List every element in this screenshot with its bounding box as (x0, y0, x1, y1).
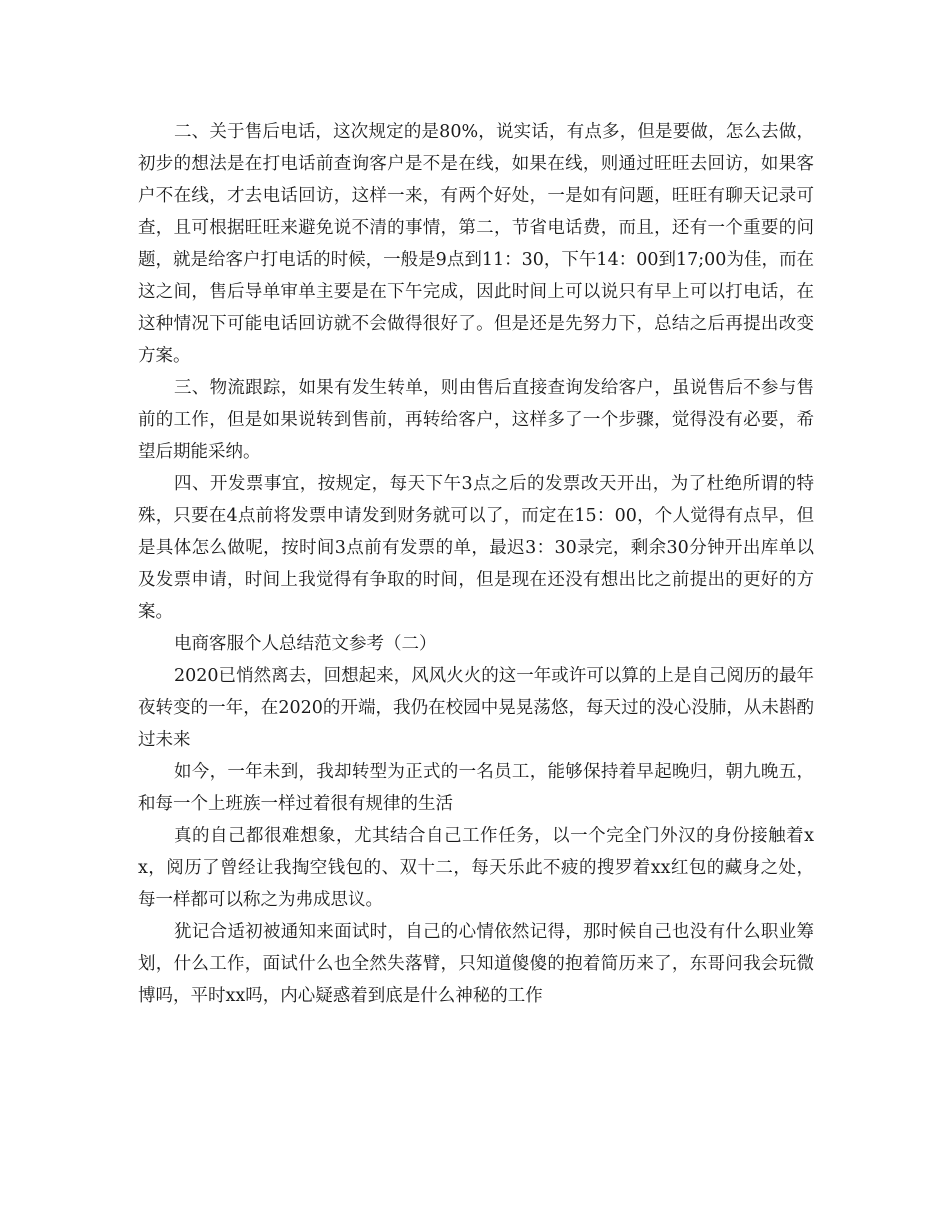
paragraph-after-sales-calls: 二、关于售后电话，这次规定的是80%，说实话，有点多，但是要做，怎么去做，初步的想法是在打电话前查询客户是不是在线，如果在线，则通过旺旺去回访，如果客户不在线，才去电话回访，这样一来，有两个好处，一是如有问题，旺旺有聊天记录可查，且可根据旺旺来避免说不清的事情，第二，节省电话费，而且，还有一个重要的问题，就是给客户打电话的时候，一般是9点到11：30，下午14：00到17;00为佳，而在这之间，售后导单审单主要是在下午完成，因此时间上可以说只有早上可以打电话，在这种情况下可能电话回访就不会做得很好了。但是还是先努力下，总结之后再提出改变方案。 (138, 122, 814, 366)
paragraph-work-experience: 真的自己都很难想象，尤其结合自己工作任务，以一个完全门外汉的身份接触着xx，阅历了曾经让我掏空钱包的、双十二，每天乐此不疲的搜罗着xx红包的藏身之处，每一样都可以称之为弗成思议。 (138, 826, 814, 910)
paragraph-year-review: 2020已悄然离去，回想起来，风风火火的这一年或许可以算的上是自己阅历的最年夜转变的一年，在2020的开端，我仍在校园中晃晃荡悠，每天过的没心没肺，从未斟酌过未来 (138, 666, 814, 750)
paragraph-invoice-matters: 四、开发票事宜，按规定，每天下午3点之后的发票改天开出，为了杜绝所谓的特殊，只要在4点前将发票申请发到财务就可以了，而定在15：00，个人觉得有点早，但是具体怎么做呢，按时间3点前有发票的单，最迟3：30录完，剩余30分钟开出库单以及发票申请，时间上我觉得有争取的时间，但是现在还没有想出比之前提出的更好的方案。 (138, 474, 814, 622)
paragraph-new-employee: 如今，一年未到，我却转型为正式的一名员工，能够保持着早起晚归，朝九晚五，和每一个上班族一样过着很有规律的生活 (138, 762, 814, 814)
section-heading: 电商客服个人总结范文参考（二） (174, 634, 437, 654)
paragraph-interview-memory: 犹记合适初被通知来面试时，自己的心情依然记得，那时候自己也没有什么职业筹划，什么工作，面试什么也全然失落臂，只知道傻傻的抱着简历来了，东哥问我会玩微博吗，平时xx吗，内心疑惑着到底是什么神秘的工作 (138, 922, 814, 1006)
paragraph-logistics-tracking: 三、物流跟踪，如果有发生转单，则由售后直接查询发给客户，虽说售后不参与售前的工作，但是如果说转到售前，再转给客户，这样多了一个步骤，觉得没有必要，希望后期能采纳。 (138, 378, 814, 462)
document-body (138, 116, 814, 1012)
